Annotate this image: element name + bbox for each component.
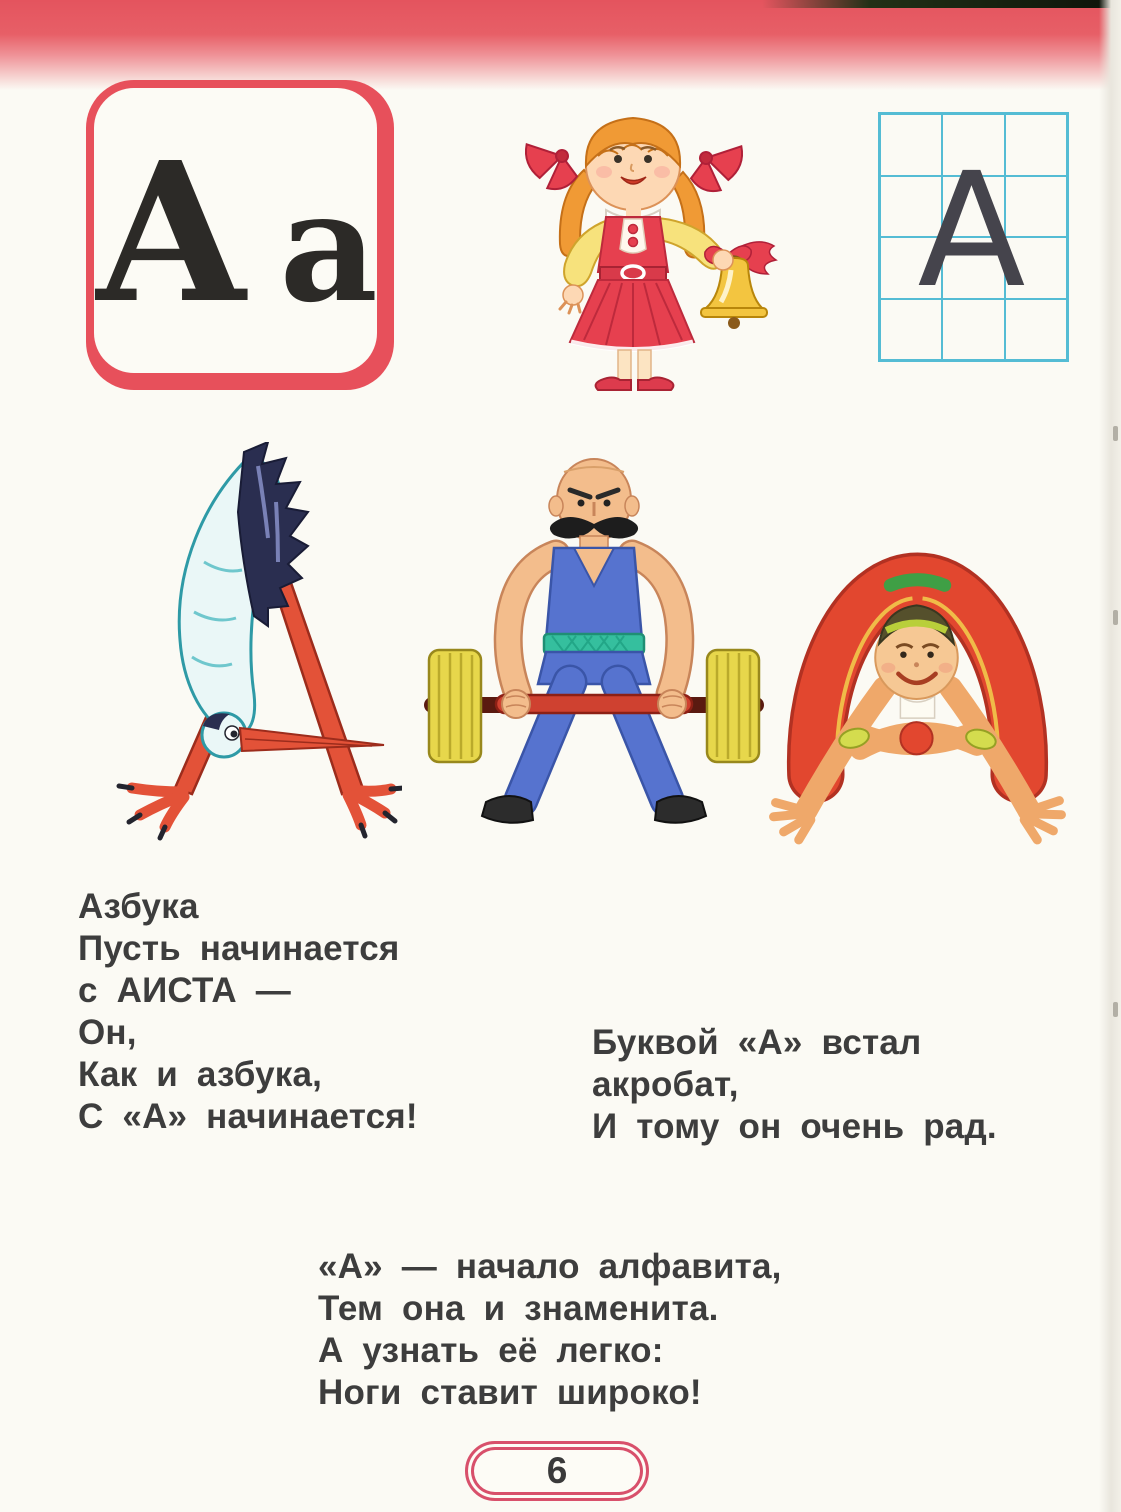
scan-top-band	[0, 0, 1121, 92]
poem-line: акробат,	[592, 1065, 739, 1104]
poem-line: Тем она и знаменита.	[318, 1289, 719, 1328]
poem-line: «А» — начало алфавита,	[318, 1247, 782, 1286]
page-number-badge	[465, 1441, 649, 1501]
poem-line: Буквой «А» встал	[592, 1023, 922, 1062]
scan-mark	[1113, 1002, 1118, 1017]
poem-acrobat	[592, 1022, 997, 1148]
scan-mark	[1113, 610, 1118, 625]
girl-with-bell-illustration	[480, 92, 800, 392]
poem-line: Ноги ставит широко!	[318, 1373, 702, 1412]
scan-mark	[1113, 426, 1118, 441]
bell-icon	[701, 242, 776, 329]
scan-dark-edge	[762, 0, 1121, 8]
acrobat-letter-a-illustration	[760, 545, 1075, 857]
page-right-edge	[1099, 0, 1121, 1512]
poem-line: Азбука	[78, 887, 199, 926]
poem-stork	[78, 886, 418, 1138]
page-number: 6	[546, 1450, 568, 1491]
letter-card-inner	[94, 88, 377, 373]
poem-line: С «А» начинается!	[78, 1097, 418, 1136]
poem-line: с АИСТА —	[78, 971, 292, 1010]
strongman-barbell-letter-a-illustration	[424, 444, 764, 844]
hair-bow-right	[689, 135, 746, 198]
letter-uppercase: А	[93, 121, 250, 346]
poem-line: Он,	[78, 1013, 137, 1052]
practice-letter: А	[917, 139, 1026, 323]
letter-card	[86, 80, 394, 390]
poem-line: Как и азбука,	[78, 1055, 323, 1094]
poem-line: Пусть начинается	[78, 929, 400, 968]
poem-alphabet	[318, 1246, 782, 1414]
stork-letter-a-illustration	[72, 442, 402, 842]
letter-lowercase: а	[279, 157, 378, 336]
poem-line: А узнать её легко:	[318, 1331, 664, 1370]
poem-line: И тому он очень рад.	[592, 1107, 997, 1146]
